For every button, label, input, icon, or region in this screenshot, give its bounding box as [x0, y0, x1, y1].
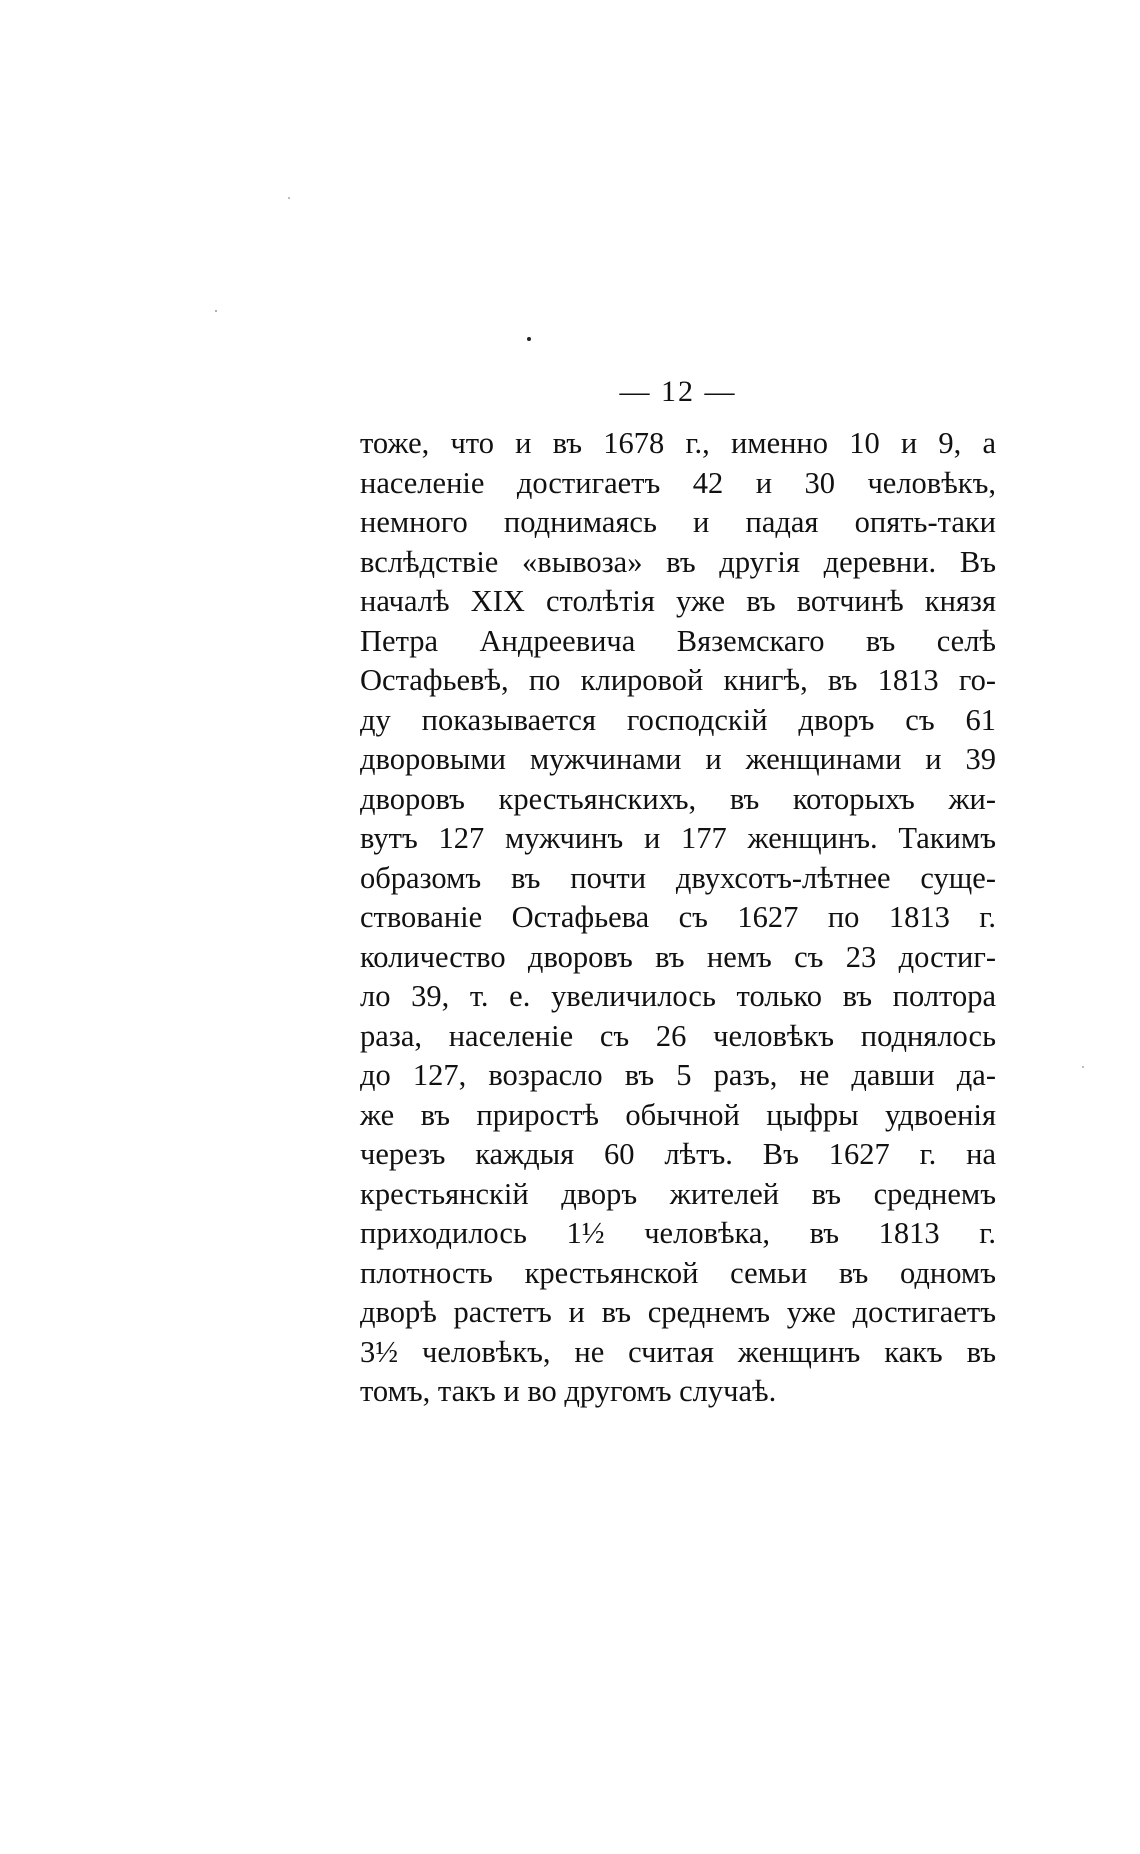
text-line: дворовыми мужчинами и женщинами и 39	[360, 742, 996, 776]
text-line: же въ приростѣ обычной цыфры удвоенія	[360, 1097, 996, 1132]
text-line: черезъ каждыя 60 лѣтъ. Въ 1627 г. на	[360, 1137, 996, 1171]
text-line: Петра Андреевича Вяземскаго въ селѣ	[360, 623, 996, 658]
text-line: 3½ человѣкъ, не считая женщинъ какъ въ	[360, 1334, 996, 1369]
text-line: томъ, такъ и во другомъ случаѣ.	[360, 1374, 777, 1408]
text-line: вутъ 127 мужчинъ и 177 женщинъ. Такимъ	[360, 821, 996, 855]
text-line: вслѣдствіе «вывоза» въ другія деревни. Въ	[360, 544, 996, 579]
text-line: раза, населеніе съ 26 человѣкъ поднялось	[360, 1018, 996, 1053]
scan-speck	[1082, 1066, 1084, 1068]
body-text	[360, 424, 996, 1412]
text-line: ду показывается господскій дворъ съ 61	[360, 702, 996, 737]
text-line: немного поднимаясь и падая опять-таки	[360, 505, 996, 539]
text-line: началѣ XIX столѣтія уже въ вотчинѣ князя	[360, 584, 996, 618]
page-number: — 12 —	[619, 375, 737, 408]
text-line: населеніе достигаетъ 42 и 30 человѣкъ,	[360, 465, 996, 500]
text-line: дворовъ крестьянскихъ, въ которыхъ жи-	[360, 781, 996, 816]
text-line: Остафьевѣ, по клировой книгѣ, въ 1813 го-	[360, 663, 996, 697]
text-line: приходилось 1½ человѣка, въ 1813 г.	[360, 1216, 996, 1250]
text-line: плотность крестьянской семьи въ одномъ	[360, 1255, 996, 1290]
text-line: тоже, что и въ 1678 г., именно 10 и 9, а	[360, 426, 996, 460]
text-line: ствованіе Остафьева съ 1627 по 1813 г.	[360, 900, 996, 934]
scan-speck	[288, 197, 290, 199]
text-line: ло 39, т. е. увеличилось только въ полтора	[360, 979, 996, 1013]
scan-speck	[215, 310, 217, 312]
text-line: крестьянскій дворъ жителей въ среднемъ	[360, 1176, 996, 1211]
scan-speck	[527, 337, 531, 341]
text-line: дворѣ растетъ и въ среднемъ уже достигаетъ	[360, 1295, 996, 1329]
text-line: количество дворовъ въ немъ съ 23 достиг-	[360, 939, 996, 974]
text-line: до 127, возрасло въ 5 разъ, не давши да-	[360, 1058, 996, 1092]
text-line: образомъ въ почти двухсотъ-лѣтнее суще-	[360, 860, 996, 895]
